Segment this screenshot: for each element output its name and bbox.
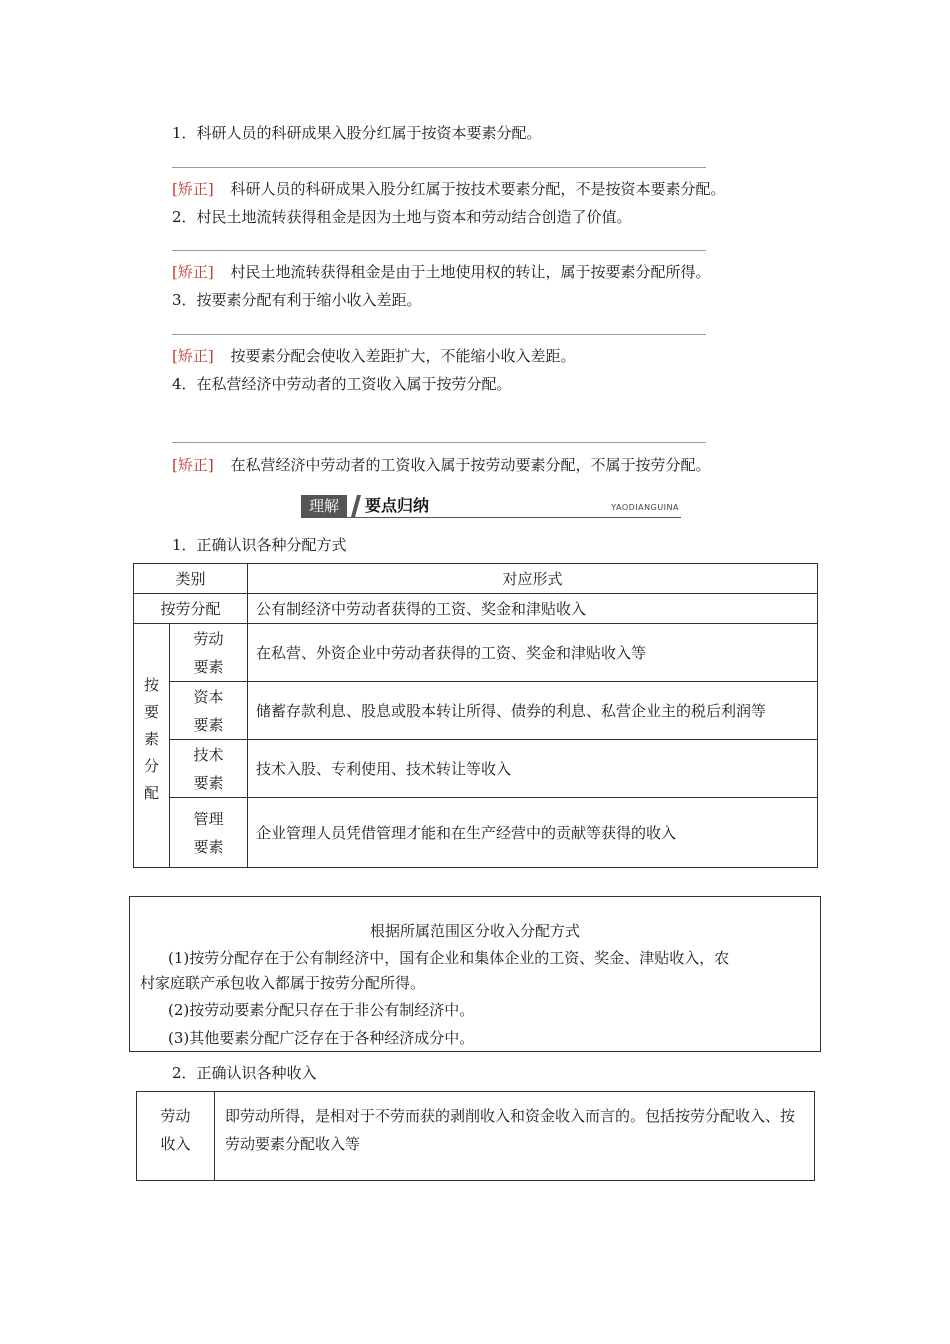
table-row [134, 682, 818, 740]
table-header-row [134, 564, 818, 594]
question-4: 4．在私营经济中劳动者的工资收入属于按劳分配。 [172, 375, 512, 393]
table-row [134, 798, 818, 868]
correction-tag: [矫正] [172, 180, 214, 198]
question-2: 2．村民土地流转获得租金是因为土地与资本和劳动结合创造了价值。 [172, 208, 632, 226]
question-1: 1．科研人员的科研成果入股分红属于按资本要素分配。 [172, 124, 542, 142]
group-label: 按 要 素 分 配 [143, 676, 159, 802]
row-form: 在私营、外资企业中劳动者获得的工资、奖金和津贴收入等 [248, 624, 818, 682]
correction-text: 按要素分配会使收入差距扩大，不能缩小收入差距。 [230, 347, 576, 365]
correction-1 [172, 178, 726, 199]
table-row [134, 740, 818, 798]
banner-pinyin: YAODIANGUINA [611, 503, 679, 512]
section-banner [301, 495, 681, 519]
row-form: 企业管理人员凭借管理才能和在生产经营中的贡献等获得的收入 [248, 798, 818, 868]
group-label-vertical [134, 624, 170, 868]
banner-slash-icon [347, 495, 361, 517]
correction-text: 村民土地流转获得租金是由于土地使用权的转让，属于按要素分配所得。 [230, 263, 711, 281]
correction-tag: [矫正] [172, 347, 214, 365]
correction-text: 在私营经济中劳动者的工资收入属于按劳动要素分配，不属于按劳分配。 [230, 456, 711, 474]
income-label: 劳动 收入 [137, 1092, 215, 1181]
sub-category: 技术 要素 [170, 740, 248, 798]
note-box [129, 896, 821, 1052]
header-form: 对应形式 [248, 564, 818, 594]
answer-line-3 [172, 334, 706, 335]
correction-3 [172, 345, 576, 366]
section-2-title: 2．正确认识各种收入 [172, 1064, 317, 1082]
row-form: 储蓄存款利息、股息或股本转让所得、债券的利息、私营企业主的税后利润等 [248, 682, 818, 740]
banner-label-right: 要点归纳 [365, 496, 430, 515]
sub-category: 管理 要素 [170, 798, 248, 868]
note-box-title: 根据所属范围区分收入分配方式 [369, 922, 580, 940]
answer-line-2 [172, 250, 706, 251]
note-box-p2: (2)按劳动要素分配只存在于非公有制经济中。 [168, 1001, 475, 1019]
correction-2 [172, 261, 711, 282]
answer-line-4 [172, 442, 706, 443]
sub-category: 资本 要素 [170, 682, 248, 740]
answer-line-1 [172, 167, 706, 168]
table-row [134, 594, 818, 624]
income-description: 即劳动所得，是相对于不劳而获的剥削收入和资金收入而言的。包括按劳分配收入、按劳动要素分配收入等 [215, 1092, 815, 1181]
note-box-p1a: (1)按劳分配存在于公有制经济中，国有企业和集体企业的工资、奖金、津贴收入，农 [168, 949, 730, 967]
correction-text: 科研人员的科研成果入股分红属于按技术要素分配，不是按资本要素分配。 [230, 180, 726, 198]
banner-underline [301, 517, 681, 518]
row-form: 公有制经济中劳动者获得的工资、奖金和津贴收入 [248, 594, 818, 624]
banner-label-left: 理解 [301, 495, 347, 517]
header-category: 类别 [134, 564, 248, 594]
distribution-table [133, 563, 818, 868]
sub-category: 劳动 要素 [170, 624, 248, 682]
question-3: 3．按要素分配有利于缩小收入差距。 [172, 291, 422, 309]
income-table [136, 1091, 815, 1181]
table-row [137, 1092, 815, 1181]
table-row [134, 624, 818, 682]
section-1-title: 1．正确认识各种分配方式 [172, 536, 347, 554]
correction-tag: [矫正] [172, 456, 214, 474]
note-box-p3: (3)其他要素分配广泛存在于各种经济成分中。 [168, 1029, 475, 1047]
row-form: 技术入股、专利使用、技术转让等收入 [248, 740, 818, 798]
correction-4 [172, 454, 711, 475]
row-category: 按劳分配 [134, 594, 248, 624]
correction-tag: [矫正] [172, 263, 214, 281]
note-box-p1b: 村家庭联产承包收入都属于按劳分配所得。 [140, 974, 426, 992]
